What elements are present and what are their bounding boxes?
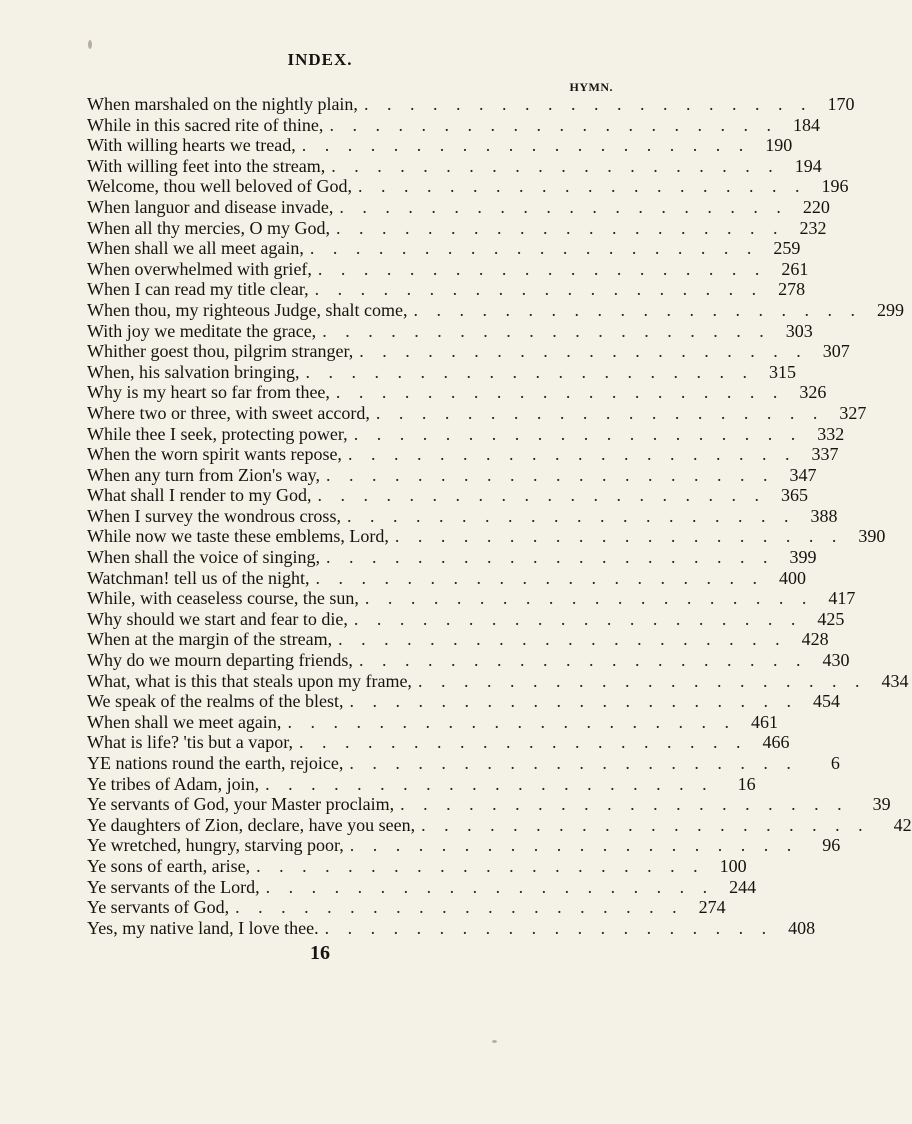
hymn-number: 332 bbox=[817, 423, 845, 444]
hymn-first-line: Ye servants of God, bbox=[87, 897, 230, 918]
hymn-first-line: When the worn spirit wants repose, bbox=[87, 444, 342, 465]
hymn-number: 170 bbox=[827, 94, 855, 114]
index-entry bbox=[87, 547, 817, 568]
index-entry bbox=[87, 897, 726, 918]
hymn-number: 194 bbox=[794, 155, 822, 176]
dot-leader: . . . . . . . . . . . . . . . . . . . . bbox=[315, 567, 764, 588]
dot-leader: . . . . . . . . . . . . . . . . . . . . bbox=[359, 341, 808, 362]
hymn-number: 399 bbox=[789, 547, 817, 568]
dot-leader: . . . . . . . . . . . . . . . . . . . . bbox=[317, 258, 767, 279]
dot-leader: . . . . . . . . . . . . . . . . . . . . bbox=[338, 629, 787, 650]
dot-leader: . . . . . . . . . . . . . . . . . . . . bbox=[305, 361, 754, 382]
hymn-first-line: When shall the voice of singing, bbox=[87, 547, 320, 568]
index-entry bbox=[87, 444, 839, 465]
hymn-number: 461 bbox=[750, 711, 778, 732]
dot-leader: . . . . . . . . . . . . . . . . . . . . bbox=[335, 382, 785, 403]
dot-leader: . . . . . . . . . . . . . . . . . . . . bbox=[235, 897, 684, 918]
dot-leader: . . . . . . . . . . . . . . . . . . . . bbox=[329, 114, 778, 135]
index-entry bbox=[87, 588, 856, 609]
hymn-first-line: While, with ceaseless course, the sun, bbox=[87, 588, 359, 609]
hymn-number: 425 bbox=[817, 608, 845, 629]
index-entry bbox=[87, 505, 838, 527]
hymn-first-line: Ye tribes of Adam, join, bbox=[87, 773, 260, 794]
index-entry bbox=[87, 382, 827, 403]
dot-leader: . . . . . . . . . . . . . . . . . . . . bbox=[353, 608, 803, 629]
dot-leader: . . . . . . . . . . . . . . . . . . . . bbox=[298, 732, 748, 753]
index-list bbox=[87, 94, 912, 938]
hymn-number: 6 bbox=[830, 753, 840, 773]
hymn-number: 190 bbox=[765, 135, 793, 156]
index-entry bbox=[87, 238, 801, 259]
index-entry bbox=[87, 732, 790, 753]
hymn-number: 390 bbox=[858, 526, 886, 547]
hymn-column-header: HYMN. bbox=[569, 80, 613, 94]
hymn-first-line: When any turn from Zion's way, bbox=[87, 464, 321, 485]
hymn-first-line: Ye servants of God, your Master proclaim, bbox=[87, 794, 395, 815]
index-entry bbox=[87, 258, 809, 280]
index-entry bbox=[87, 794, 891, 815]
index-entry bbox=[87, 773, 756, 795]
dot-leader: . . . . . . . . . . . . . . . . . . . . bbox=[358, 650, 808, 671]
dot-leader: . . . . . . . . . . . . . . . . . . . . bbox=[326, 464, 775, 485]
dot-leader: . . . . . . . . . . . . . . . . . . . . bbox=[265, 773, 714, 794]
hymn-first-line: Watchman! tell us of the night, bbox=[87, 567, 310, 588]
hymn-first-line: Why should we start and fear to die, bbox=[87, 608, 348, 629]
hymn-number: 337 bbox=[811, 444, 839, 465]
index-entry bbox=[87, 650, 850, 671]
dot-leader: . . . . . . . . . . . . . . . . . . . . bbox=[349, 691, 798, 712]
hymn-number: 100 bbox=[719, 855, 747, 876]
dot-leader: . . . . . . . . . . . . . . . . . . . . bbox=[400, 794, 849, 815]
index-entry bbox=[87, 217, 827, 239]
hymn-number: 326 bbox=[799, 382, 827, 403]
hymn-number: 327 bbox=[839, 402, 867, 423]
hymn-first-line: Whither goest thou, pilgrim stranger, bbox=[87, 341, 354, 362]
hymn-number: 220 bbox=[802, 196, 830, 217]
hymn-number: 184 bbox=[792, 114, 820, 135]
index-entry bbox=[87, 464, 817, 486]
hymn-number: 307 bbox=[822, 341, 850, 362]
dot-leader: . . . . . . . . . . . . . . . . . . . . bbox=[339, 196, 788, 217]
hymn-first-line: Ye daughters of Zion, declare, have you seen, bbox=[87, 814, 416, 835]
dot-leader: . . . . . . . . . . . . . . . . . . . . bbox=[417, 670, 867, 691]
dot-leader: . . . . . . . . . . . . . . . . . . . . bbox=[335, 217, 785, 238]
index-entry bbox=[87, 485, 808, 506]
hymn-first-line: YE nations round the earth, rejoice, bbox=[87, 753, 344, 773]
dot-leader: . . . . . . . . . . . . . . . . . . . . bbox=[322, 320, 771, 341]
ink-speck bbox=[492, 1040, 497, 1043]
dot-leader: . . . . . . . . . . . . . . . . . . . . bbox=[314, 279, 764, 300]
dot-leader: . . . . . . . . . . . . . . . . . . . . bbox=[413, 299, 862, 320]
hymn-first-line: While in this sacred rite of thine, bbox=[87, 114, 324, 135]
hymn-number: 274 bbox=[698, 897, 726, 918]
hymn-number: 299 bbox=[876, 299, 904, 320]
index-entry bbox=[87, 423, 845, 445]
hymn-first-line: When thou, my righteous Judge, shalt come, bbox=[87, 299, 408, 320]
index-entry bbox=[87, 176, 849, 197]
hymn-number: 244 bbox=[729, 876, 757, 897]
dot-leader: . . . . . . . . . . . . . . . . . . . . bbox=[421, 814, 870, 835]
hymn-first-line: We speak of the realms of the blest, bbox=[87, 691, 344, 712]
hymn-number: 466 bbox=[762, 732, 790, 753]
hymn-first-line: When I can read my title clear, bbox=[87, 279, 309, 300]
dot-leader: . . . . . . . . . . . . . . . . . . . . bbox=[301, 135, 751, 156]
dot-leader: . . . . . . . . . . . . . . . . . . . . bbox=[363, 94, 813, 114]
hymn-number: 365 bbox=[780, 485, 808, 506]
dot-leader: . . . . . . . . . . . . . . . . . . . . bbox=[265, 876, 715, 897]
hymn-number: 388 bbox=[810, 505, 838, 526]
dot-leader: . . . . . . . . . . . . . . . . . . . . bbox=[309, 238, 759, 259]
hymn-first-line: Why is my heart so far from thee, bbox=[87, 382, 330, 403]
dot-leader: . . . . . . . . . . . . . . . . . . . . bbox=[256, 855, 705, 876]
hymn-number: 303 bbox=[785, 320, 813, 341]
index-entry bbox=[87, 814, 912, 836]
index-entry bbox=[87, 835, 841, 856]
dot-leader: . . . . . . . . . . . . . . . . . . . . bbox=[357, 176, 807, 197]
index-entry bbox=[87, 753, 840, 774]
dot-leader: . . . . . . . . . . . . . . . . . . . . bbox=[324, 917, 774, 938]
hymn-number: 434 bbox=[881, 670, 909, 691]
hymn-first-line: With willing hearts we tread, bbox=[87, 135, 296, 156]
hymn-number: 96 bbox=[822, 835, 841, 856]
hymn-number: 259 bbox=[773, 238, 801, 259]
index-entry bbox=[87, 526, 886, 547]
hymn-number: 454 bbox=[812, 691, 840, 712]
hymn-first-line: When languor and disease invade, bbox=[87, 196, 334, 217]
dot-leader: . . . . . . . . . . . . . . . . . . . . bbox=[375, 402, 825, 423]
page-title: INDEX. bbox=[287, 50, 353, 69]
hymn-first-line: What shall I render to my God, bbox=[87, 485, 312, 506]
index-entry bbox=[87, 94, 855, 115]
index-entry bbox=[87, 114, 820, 136]
hymn-first-line: Why do we mourn departing friends, bbox=[87, 650, 353, 671]
index-entry bbox=[87, 691, 840, 712]
dot-leader: . . . . . . . . . . . . . . . . . . . . bbox=[353, 423, 803, 444]
index-entry bbox=[87, 876, 757, 898]
hymn-first-line: What, what is this that steals upon my frame, bbox=[87, 670, 412, 691]
hymn-first-line: When overwhelmed with grief, bbox=[87, 258, 312, 279]
page-number: 16 bbox=[310, 942, 330, 964]
hymn-first-line: When I survey the wondrous cross, bbox=[87, 505, 341, 526]
hymn-number: 16 bbox=[737, 773, 756, 794]
ink-speck bbox=[88, 40, 92, 49]
index-entry bbox=[87, 608, 845, 630]
hymn-first-line: While now we taste these emblems, Lord, bbox=[87, 526, 389, 547]
index-entry bbox=[87, 402, 867, 424]
hymn-number: 196 bbox=[821, 176, 849, 197]
index-entry bbox=[87, 711, 778, 733]
index-entry bbox=[87, 299, 904, 321]
hymn-number: 347 bbox=[789, 464, 817, 485]
hymn-number: 232 bbox=[799, 217, 827, 238]
hymn-first-line: With joy we meditate the grace, bbox=[87, 320, 317, 341]
hymn-number: 400 bbox=[779, 567, 806, 588]
hymn-first-line: When shall we meet again, bbox=[87, 711, 282, 732]
dot-leader: . . . . . . . . . . . . . . . . . . . . bbox=[364, 588, 814, 609]
hymn-first-line: When, his salvation bringing, bbox=[87, 361, 300, 382]
hymn-number: 430 bbox=[822, 650, 850, 671]
index-entry bbox=[87, 341, 850, 362]
hymn-first-line: Where two or three, with sweet accord, bbox=[87, 402, 370, 423]
index-entry bbox=[87, 279, 806, 300]
index-entry bbox=[87, 135, 793, 156]
hymn-number: 408 bbox=[788, 917, 816, 938]
index-entry bbox=[87, 361, 796, 383]
index-entry bbox=[87, 196, 830, 218]
hymn-first-line: Yes, my native land, I love thee. bbox=[87, 917, 319, 938]
dot-leader: . . . . . . . . . . . . . . . . . . . . bbox=[317, 485, 766, 506]
hymn-first-line: When marshaled on the nightly plain, bbox=[87, 94, 358, 114]
index-entry bbox=[87, 155, 822, 177]
hymn-number: 315 bbox=[768, 361, 796, 382]
hymn-number: 278 bbox=[778, 279, 806, 300]
hymn-first-line: Ye wretched, hungry, starving poor, bbox=[87, 835, 344, 856]
hymn-first-line: Welcome, thou well beloved of God, bbox=[87, 176, 352, 197]
hymn-first-line: Ye servants of the Lord, bbox=[87, 876, 260, 897]
dot-leader: . . . . . . . . . . . . . . . . . . . . bbox=[325, 547, 775, 568]
index-entry bbox=[87, 917, 816, 939]
hymn-first-line: While thee I seek, protecting power, bbox=[87, 423, 348, 444]
dot-leader: . . . . . . . . . . . . . . . . . . . . bbox=[287, 711, 736, 732]
hymn-first-line: When at the margin of the stream, bbox=[87, 629, 333, 650]
dot-leader: . . . . . . . . . . . . . . . . . . . . bbox=[349, 835, 799, 856]
hymn-first-line: Ye sons of earth, arise, bbox=[87, 855, 251, 876]
hymn-number: 261 bbox=[781, 258, 809, 279]
dot-leader: . . . . . . . . . . . . . . . . . . . . bbox=[347, 444, 797, 465]
index-entry bbox=[87, 670, 909, 692]
hymn-number: 39 bbox=[872, 794, 891, 815]
dot-leader: . . . . . . . . . . . . . . . . . . . . bbox=[394, 526, 844, 547]
index-entry bbox=[87, 855, 747, 877]
hymn-number: 428 bbox=[801, 629, 829, 650]
dot-leader: . . . . . . . . . . . . . . . . . . . . bbox=[346, 505, 796, 526]
index-entry bbox=[87, 629, 829, 650]
hymn-first-line: When all thy mercies, O my God, bbox=[87, 217, 330, 238]
hymn-first-line: With willing feet into the stream, bbox=[87, 155, 326, 176]
hymn-number: 42 bbox=[893, 814, 912, 835]
dot-leader: . . . . . . . . . . . . . . . . . . . . bbox=[331, 155, 780, 176]
dot-leader: . . . . . . . . . . . . . . . . . . . . bbox=[349, 753, 798, 773]
hymn-number: 417 bbox=[828, 588, 856, 609]
hymn-first-line: When shall we all meet again, bbox=[87, 238, 304, 259]
hymn-first-line: What is life? 'tis but a vapor, bbox=[87, 732, 293, 753]
index-entry bbox=[87, 320, 813, 342]
index-entry bbox=[87, 567, 806, 589]
